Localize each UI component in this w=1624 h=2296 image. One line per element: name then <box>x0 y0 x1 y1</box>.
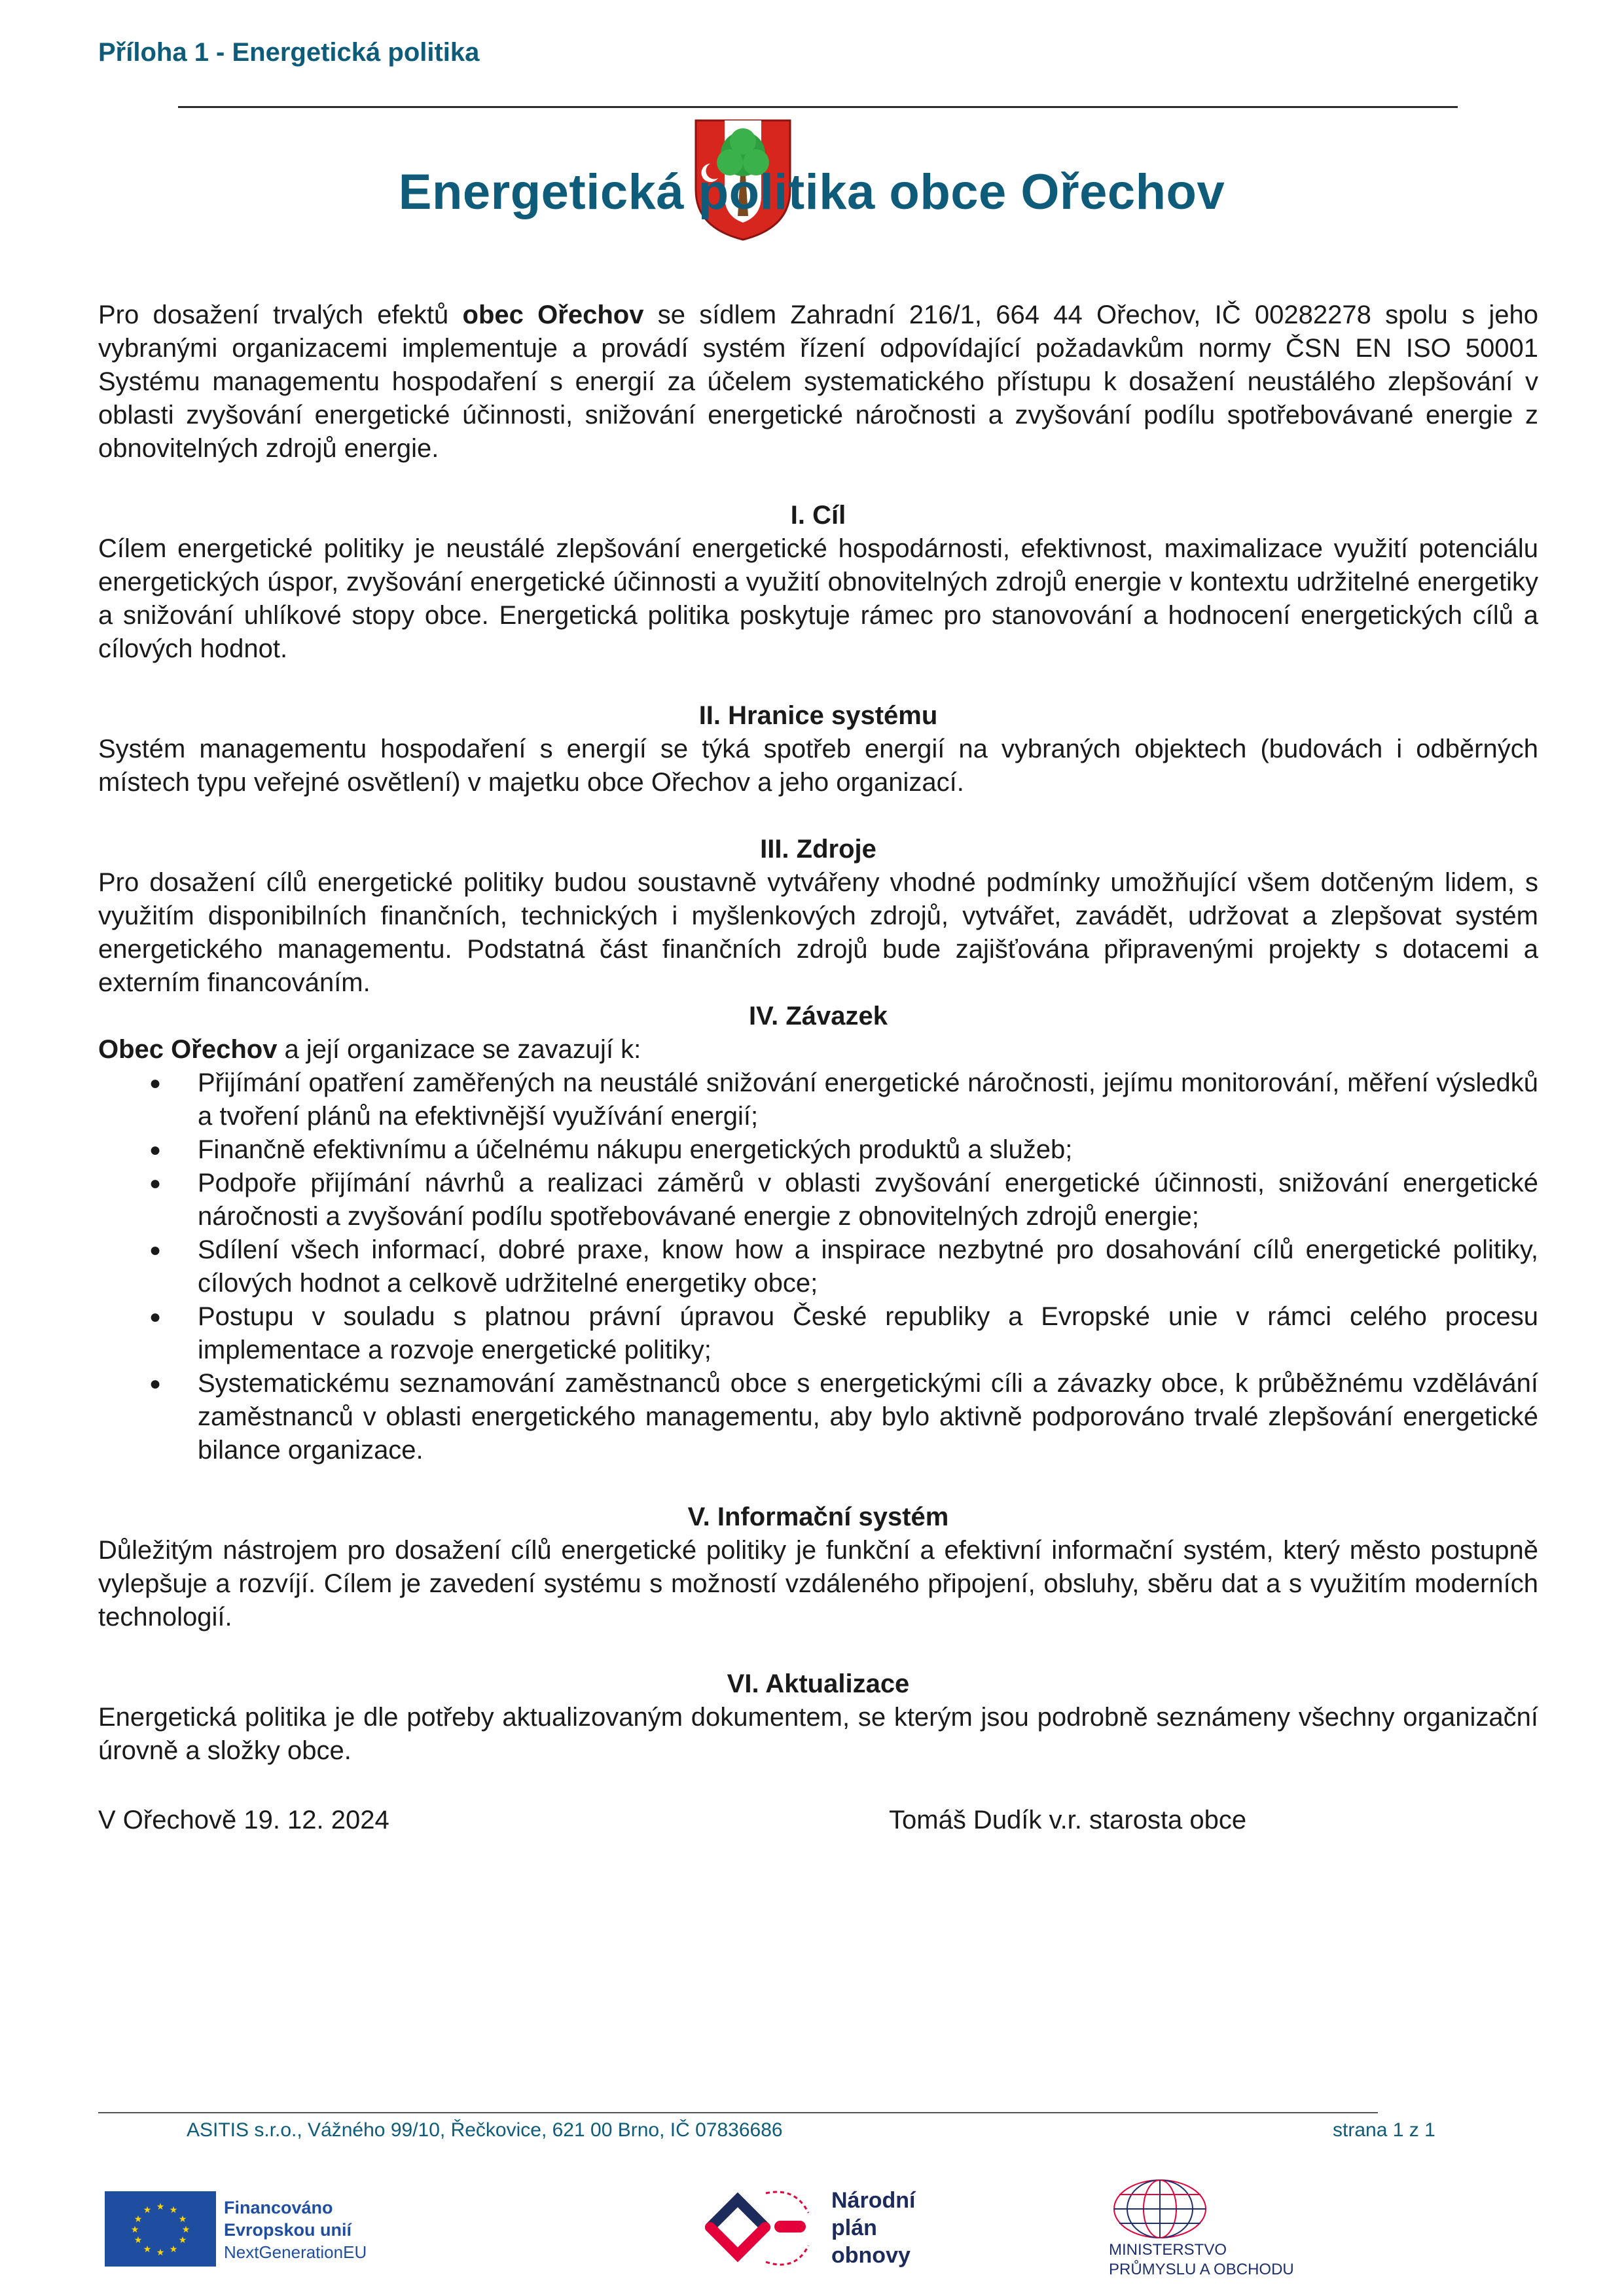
section-text-hranice: Systém managementu hospodaření s energií se týká spotřeb energií na vybraných objektech (budovách i odběrných místech typu veřejné osvětlení) v majetku obce Ořechov a jeho organizací. <box>98 735 1538 797</box>
annex-label: Příloha 1 - Energetická politika <box>98 38 480 67</box>
footer-company: ASITIS s.r.o., Vážného 99/10, Řečkovice, 621 00 Brno, IČ 07836686 <box>187 2119 783 2141</box>
section-text-aktualizace: Energetická politika je dle potřeby aktualizovaným dokumentem, se kterým jsou podrobně seznámeny všechny organizační úrovně a složky obce. <box>98 1703 1538 1765</box>
svg-text:★: ★ <box>169 2205 178 2215</box>
section-text-zdroje: Pro dosažení cílů energetické politiky budou soustavně vytvářeny vhodné podmínky umožňující všem dotčeným lidem, s využitím disponibilních finančních, technických i myšlenkových zdrojů, vytvářet, zavádět, udržovat a zlepšovat systém energetického managementu. Podstatná část finančních zdrojů bude zajišťována připravenými projekty s dotacemi a externím financováním. <box>98 868 1538 997</box>
eu-text-1: Financováno <box>224 2198 333 2217</box>
section-heading-zavazek: IV. Závazek <box>748 1002 888 1030</box>
section-text-informacni: Důležitým nástrojem pro dosažení cílů energetické politiky je funkční a efektivní informační systém, který město postupně vylepšuje a rozvíjí. Cílem je zavedení systému s možností vzdáleného připojení, obsluhy, sběru dat a s využitím moderních technologií. <box>98 1536 1538 1631</box>
document-body <box>98 299 1538 1768</box>
npo-text-2: plán <box>831 2215 877 2240</box>
list-item: ● Sdílení všech informací, dobré praxe, know how a inspirace nezbytné pro dosahování cílů energetické politiky, cílových hodnot a celkově udržitelné energetiky obce; <box>98 1233 1538 1300</box>
list-item: ● Finančně efektivnímu a účelnému nákupu energetických produktů a služeb; <box>98 1133 1538 1167</box>
svg-text:★: ★ <box>156 2248 165 2258</box>
npo-text-1: Národní <box>831 2188 916 2213</box>
footer-divider <box>98 2112 1378 2113</box>
municipality-name: obec Ořechov <box>462 301 644 329</box>
section-heading-informacni: V. Informační systém <box>687 1503 949 1531</box>
mpo-globe-icon <box>1114 2180 1206 2238</box>
svg-text:★: ★ <box>134 2214 143 2225</box>
svg-text:★: ★ <box>156 2202 165 2212</box>
section-heading-aktualizace: VI. Aktualizace <box>727 1669 910 1698</box>
npo-text-3: obnovy <box>831 2243 911 2268</box>
page-number: strana 1 z 1 <box>1333 2119 1435 2141</box>
eu-funding-logo <box>105 2191 386 2267</box>
svg-text:★: ★ <box>134 2235 143 2246</box>
section-heading-cil: I. Cíl <box>790 501 846 530</box>
eu-text-3: NextGenerationEU <box>224 2242 367 2262</box>
eu-text-2: Evropskou unií <box>224 2220 352 2240</box>
mpo-logo <box>1106 2175 1355 2280</box>
commitments-list <box>98 1066 1538 1467</box>
npo-logo <box>697 2180 946 2275</box>
place-date: V Ořechově 19. 12. 2024 <box>98 1806 389 1834</box>
mpo-text-1: MINISTERSTVO <box>1109 2241 1227 2259</box>
svg-text:★: ★ <box>178 2214 187 2225</box>
intro-paragraph: Pro dosažení trvalých efektů obec Ořechov se sídlem Zahradní 216/1, 664 44 Ořechov, IČ 00282278 spolu s jeho vybranými organizacemi implementuje a provádí systém řízení odpovídající požadavkům normy ČSN EN ISO 50001 Systému managementu hospodaření s energií za účelem systematického přístupu k dosažení neustálého zlepšování v oblasti zvyšování energetické účinnosti, snižování energetické náročnosti a zvyšování podílu spotřebovávané energie z obnovitelných zdrojů energie. <box>98 301 1538 463</box>
svg-text:★: ★ <box>143 2244 152 2255</box>
list-item: ● Podpoře přijímání návrhů a realizaci záměrů v oblasti zvyšování energetické účinnosti, snižování energetické náročnosti a zvyšování podílu spotřebovávané energie z obnovitelných zdrojů energie; <box>98 1167 1538 1233</box>
svg-text:★: ★ <box>169 2244 178 2255</box>
list-item: ● Systematickému seznamování zaměstnanců obce s energetickými cíli a závazky obce, k průběžnému vzdělávání zaměstnanců v oblasti energetického managementu, aby bylo aktivně podporováno trvalé zlepšování energetické bilance organizace. <box>98 1367 1538 1467</box>
svg-text:★: ★ <box>178 2235 187 2246</box>
svg-text:★: ★ <box>130 2225 139 2235</box>
svg-text:★: ★ <box>181 2225 190 2235</box>
mpo-text-2: PRŮMYSLU A OBCHODU <box>1109 2261 1294 2278</box>
list-item: ● Přijímání opatření zaměřených na neustálé snižování energetické náročnosti, jejímu monitorování, měření výsledků a tvoření plánů na efektivnější využívání energií; <box>98 1066 1538 1133</box>
section-heading-hranice: II. Hranice systému <box>698 701 938 730</box>
svg-text:★: ★ <box>143 2205 152 2215</box>
signatory: Tomáš Dudík v.r. starosta obce <box>889 1806 1247 1834</box>
section-text-cil: Cílem energetické politiky je neustálé zlepšování energetické hospodárnosti, efektivnost, maximalizace využití potenciálu energetických úspor, zvyšování energetické účinnosti a využití obnovitelných zdrojů energie v kontextu udržitelné energetiky a snižování uhlíkové stopy obce. Energetická politika poskytuje rámec pro stanovování a hodnocení energetických cílů a cílových hodnot. <box>98 534 1538 663</box>
list-item: ● Postupu v souladu s platnou právní úpravou České republiky a Evropské unie v rámci celého procesu implementace a rozvoje energetické politiky; <box>98 1300 1538 1367</box>
page-title: Energetická politika obce Ořechov <box>398 164 1225 220</box>
header-divider <box>178 106 1458 108</box>
section-heading-zdroje: III. Zdroje <box>760 835 876 864</box>
section-lead-zavazek: Obec Ořechov a její organizace se zavazují k: <box>98 1035 641 1064</box>
npo-symbol-icon <box>710 2192 808 2265</box>
